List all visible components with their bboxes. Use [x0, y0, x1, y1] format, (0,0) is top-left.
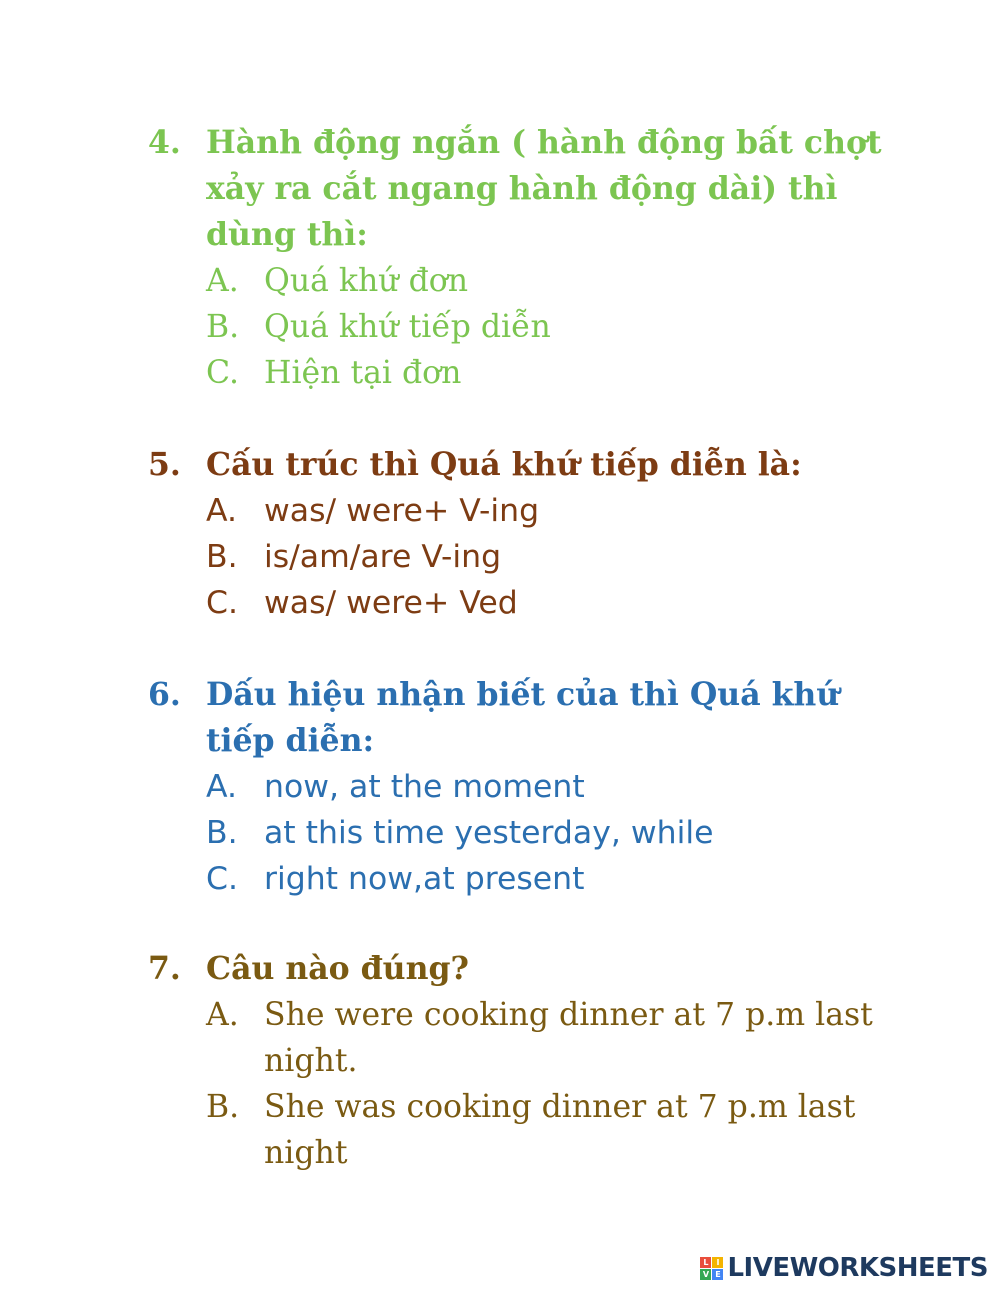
option-list	[206, 258, 908, 396]
question-number: 7.	[148, 950, 181, 987]
logo-letter-i: I	[712, 1257, 723, 1268]
option-letter: C.	[206, 861, 239, 897]
option-text: now, at the moment	[264, 769, 585, 805]
option-text: right now,at present	[264, 861, 585, 897]
option-c[interactable]	[206, 580, 908, 626]
option-letter: B.	[206, 815, 238, 851]
logo-letter-l: L	[700, 1257, 711, 1268]
question-stem: Cấu trúc thì Quá khứ tiếp diễn là:	[206, 446, 802, 483]
question-5	[148, 442, 908, 626]
question-stem: Dấu hiệu nhận biết của thì Quá khứ tiếp diễn:	[206, 676, 840, 759]
liveworksheets-logo	[700, 1253, 988, 1283]
option-b[interactable]	[206, 810, 908, 856]
option-letter: A.	[206, 769, 238, 805]
option-b[interactable]	[206, 1084, 908, 1176]
option-a[interactable]	[206, 258, 908, 304]
option-letter: A.	[206, 493, 238, 529]
logo-letter-e: E	[712, 1269, 723, 1280]
option-text: Hiện tại đơn	[264, 355, 462, 391]
question-4	[148, 120, 908, 396]
question-stem: Hành động ngắn ( hành động bất chợt xảy ra cắt ngang hành động dài) thì dùng thì:	[206, 124, 882, 253]
option-list	[206, 992, 908, 1176]
question-7	[148, 946, 908, 1176]
option-letter: C.	[206, 355, 239, 391]
logo-letter-v: V	[700, 1269, 711, 1280]
option-text: She was cooking dinner at 7 p.m last night	[264, 1089, 856, 1171]
option-text: She were cooking dinner at 7 p.m last night.	[264, 997, 873, 1079]
option-c[interactable]	[206, 350, 908, 396]
question-number: 5.	[148, 446, 181, 483]
option-b[interactable]	[206, 534, 908, 580]
option-b[interactable]	[206, 304, 908, 350]
option-a[interactable]	[206, 488, 908, 534]
option-list	[206, 488, 908, 626]
option-letter: B.	[206, 309, 240, 345]
option-list	[206, 764, 908, 902]
option-letter: B.	[206, 539, 238, 575]
option-a[interactable]	[206, 992, 908, 1084]
logo-mark-icon	[700, 1257, 723, 1280]
option-letter: B.	[206, 1089, 240, 1125]
option-text: at this time yesterday, while	[264, 815, 714, 851]
option-text: Quá khứ tiếp diễn	[264, 309, 551, 345]
question-6	[148, 672, 908, 902]
option-text: Quá khứ đơn	[264, 263, 468, 299]
option-c[interactable]	[206, 856, 908, 902]
question-number: 6.	[148, 676, 181, 713]
question-number: 4.	[148, 124, 181, 161]
option-text: was/ were+ V-ing	[264, 493, 540, 529]
option-letter: C.	[206, 585, 239, 621]
option-text: is/am/are V-ing	[264, 539, 502, 575]
logo-text: LIVEWORKSHEETS	[727, 1253, 988, 1283]
option-letter: A.	[206, 997, 239, 1033]
option-text: was/ were+ Ved	[264, 585, 518, 621]
option-a[interactable]	[206, 764, 908, 810]
option-letter: A.	[206, 263, 239, 299]
question-stem: Câu nào đúng?	[206, 950, 469, 987]
